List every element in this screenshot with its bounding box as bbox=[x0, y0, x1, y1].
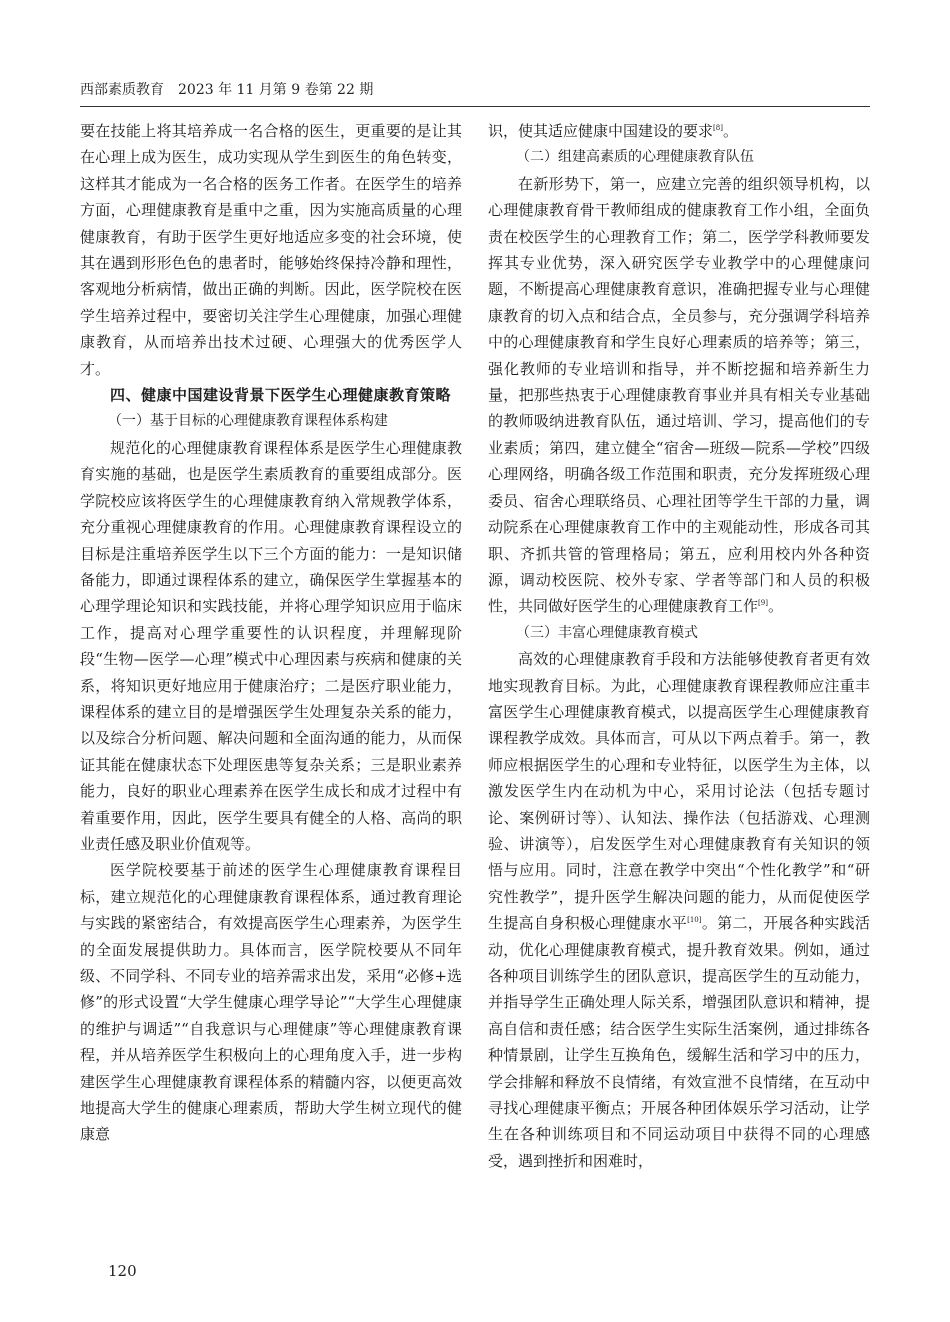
paragraph-end: 。 bbox=[767, 597, 783, 616]
paragraph-text: 。第二，开展各种实践活动，优化心理健康教育模式，提升教育效果。例如，通过各种项目训练学生的团队意识，提高医学生的互动能力，并指导学生正确处理人际关系，增强团队意识和精神，提高自信和责任感；结合医学生实际生活案例，通过排练各种情景剧，让学生互换角色，缓解生活和学习中的压力，学会排解和释放不良情绪，有效宣泄不良情绪，在互动中寻找心理健康平衡点；开展各种团体娱乐学习活动，让学生在各种训练项目和不同运动项目中获得不同的心理感受，遇到挫折和困难时， bbox=[488, 914, 870, 1170]
paragraph-end: 。 bbox=[722, 122, 738, 140]
paragraph bbox=[488, 646, 870, 1174]
subsection-heading: （三）丰富心理健康教育模式 bbox=[516, 624, 698, 641]
left-column bbox=[80, 118, 462, 1148]
paragraph bbox=[488, 171, 870, 620]
right-column bbox=[488, 118, 870, 1174]
paragraph-text: 高效的心理健康教育手段和方法能够使教育者更有效地实现教育目标。为此，心理健康教育课程教师应注重丰富医学生心理健康教育模式，以提高医学生心理健康教育课程教学成效。具体而言，可从以下两点着手。第一，教师应根据医学生的心理和专业特征，以医学生为主体，以激发医学生内在动机为中心，采用讨论法（包括专题讨论、案例研讨等）、认知法、操作法（包括游戏、心理测验、讲演等），启发医学生对心理健康教育有关知识的领悟与应用。同时，注意在教学中突出“个性化教学”和“研究性教学”，提升医学生解决问题的能力，从而促使医学生提高自身积极心理健康水平 bbox=[488, 650, 870, 933]
paragraph-text: 识，使其适应健康中国建设的要求 bbox=[488, 122, 714, 140]
paragraph: 要在技能上将其培养成一名合格的医生，更重要的是让其在心理上成为医生，成功实现从学生到医生的角色转变，这样其才能成为一名合格的医务工作者。在医学生的培养方面，心理健康教育是重中之重，因为实施高质量的心理健康教育，有助于医学生更好地适应多变的社会环境，使其在遇到形形色色的患者时，能够始终保持冷静和理性，客观地分析病情，做出正确的判断。因此，医学院校在医学生培养过程中，要密切关注学生心理健康，加强心理健康教育，从而培养出技术过硬、心理强大的优秀医学人才。 bbox=[80, 122, 462, 378]
running-title: 西部素质教育 2023 年 11 月第 9 卷第 22 期 bbox=[80, 82, 374, 98]
paragraph bbox=[488, 118, 870, 144]
paragraph: 医学院校要基于前述的医学生心理健康教育课程目标，建立规范化的心理健康教育课程体系，通过教育理论与实践的紧密结合，有效提高医学生心理素养，为医学生的全面发展提供助力。具体而言，医学院校要从不同年级、不同学科、不同专业的培养需求出发，采用“必修+选修”的形式设置“大学生健康心理学导论”“大学生心理健康的维护与调适”“自我意识与心理健康”等心理健康教育课程，并从培养医学生积极向上的心理角度入手，进一步构建医学生心理健康教育课程体系的精髓内容，以便更高效地提高大学生的健康心理素质，帮助大学生树立现代的健康意 bbox=[80, 861, 462, 1144]
citation-ref: [9] bbox=[758, 599, 768, 608]
citation-ref: [8] bbox=[713, 124, 723, 132]
paragraph-text: 在新形势下，第一，应建立完善的组织领导机构，以心理健康教育骨干教师组成的健康教育工作小组，全面负责在校医学生的心理教育工作；第二，医学学科教师要发挥其专业优势，深入研究医学专业教学中的心理健康问题，不断提高心理健康教育意识，准确把握专业与心理健康教育的切入点和结合点，全员参与，充分强调学科培养中的心理健康教育和学生良好心理素质的培养等；第三，强化教师的专业培训和指导，并不断挖掘和培养新生力量，把那些热衷于心理健康教育事业并具有相关专业基础的教师吸纳进教育队伍，通过培训、学习，提高他们的专业素质；第四，建立健全“宿舍—班级—院系—学校”四级心理网络，明确各级工作范围和职责，充分发挥班级心理委员、宿舍心理联络员、心理社团等学生干部的力量，调动院系在心理健康教育工作中的主观能动性，形成各司其职、齐抓共管的管理格局；第五，应利用校内外各种资源，调动校医院、校外专家、学者等部门和人员的积极性，共同做好医学生的心理健康教育工作 bbox=[488, 174, 870, 616]
running-header bbox=[80, 80, 870, 107]
subsection-heading: （一）基于目标的心理健康教育课程体系构建 bbox=[108, 413, 388, 430]
page-number: 120 bbox=[108, 1262, 137, 1280]
citation-ref: [10] bbox=[687, 916, 702, 925]
paragraph: 规范化的心理健康教育课程体系是医学生心理健康教育实施的基础，也是医学生素质教育的重要组成部分。医学院校应该将医学生的心理健康教育纳入常规教学体系，充分重视心理健康教育的作用。心理健康教育课程设立的目标是注重培养医学生以下三个方面的能力：一是知识储备能力，即通过课程体系的建立，确保医学生掌握基本的心理学理论知识和实践技能，并将心理学知识应用于临床工作，提高对心理学重要性的认识程度，并理解现阶段“生物—医学—心理”模式中心理因素与疾病和健康的关系，将知识更好地应用于健康治疗；二是医疗职业能力，课程体系的建立目的是增强医学生处理复杂关系的能力，以及综合分析问题、解决问题和全面沟通的能力，从而保证其能在健康状态下处理医患等复杂关系；三是职业素养能力，良好的职业心理素养在医学生成长和成才过程中有着重要作用，因此，医学生要具有健全的人格、高尚的职业责任感及职业价值观等。 bbox=[80, 438, 462, 853]
subsection-heading: （二）组建高素质的心理健康教育队伍 bbox=[516, 149, 754, 166]
section-heading: 四、健康中国建设背景下医学生心理健康教育策略 bbox=[110, 386, 452, 405]
